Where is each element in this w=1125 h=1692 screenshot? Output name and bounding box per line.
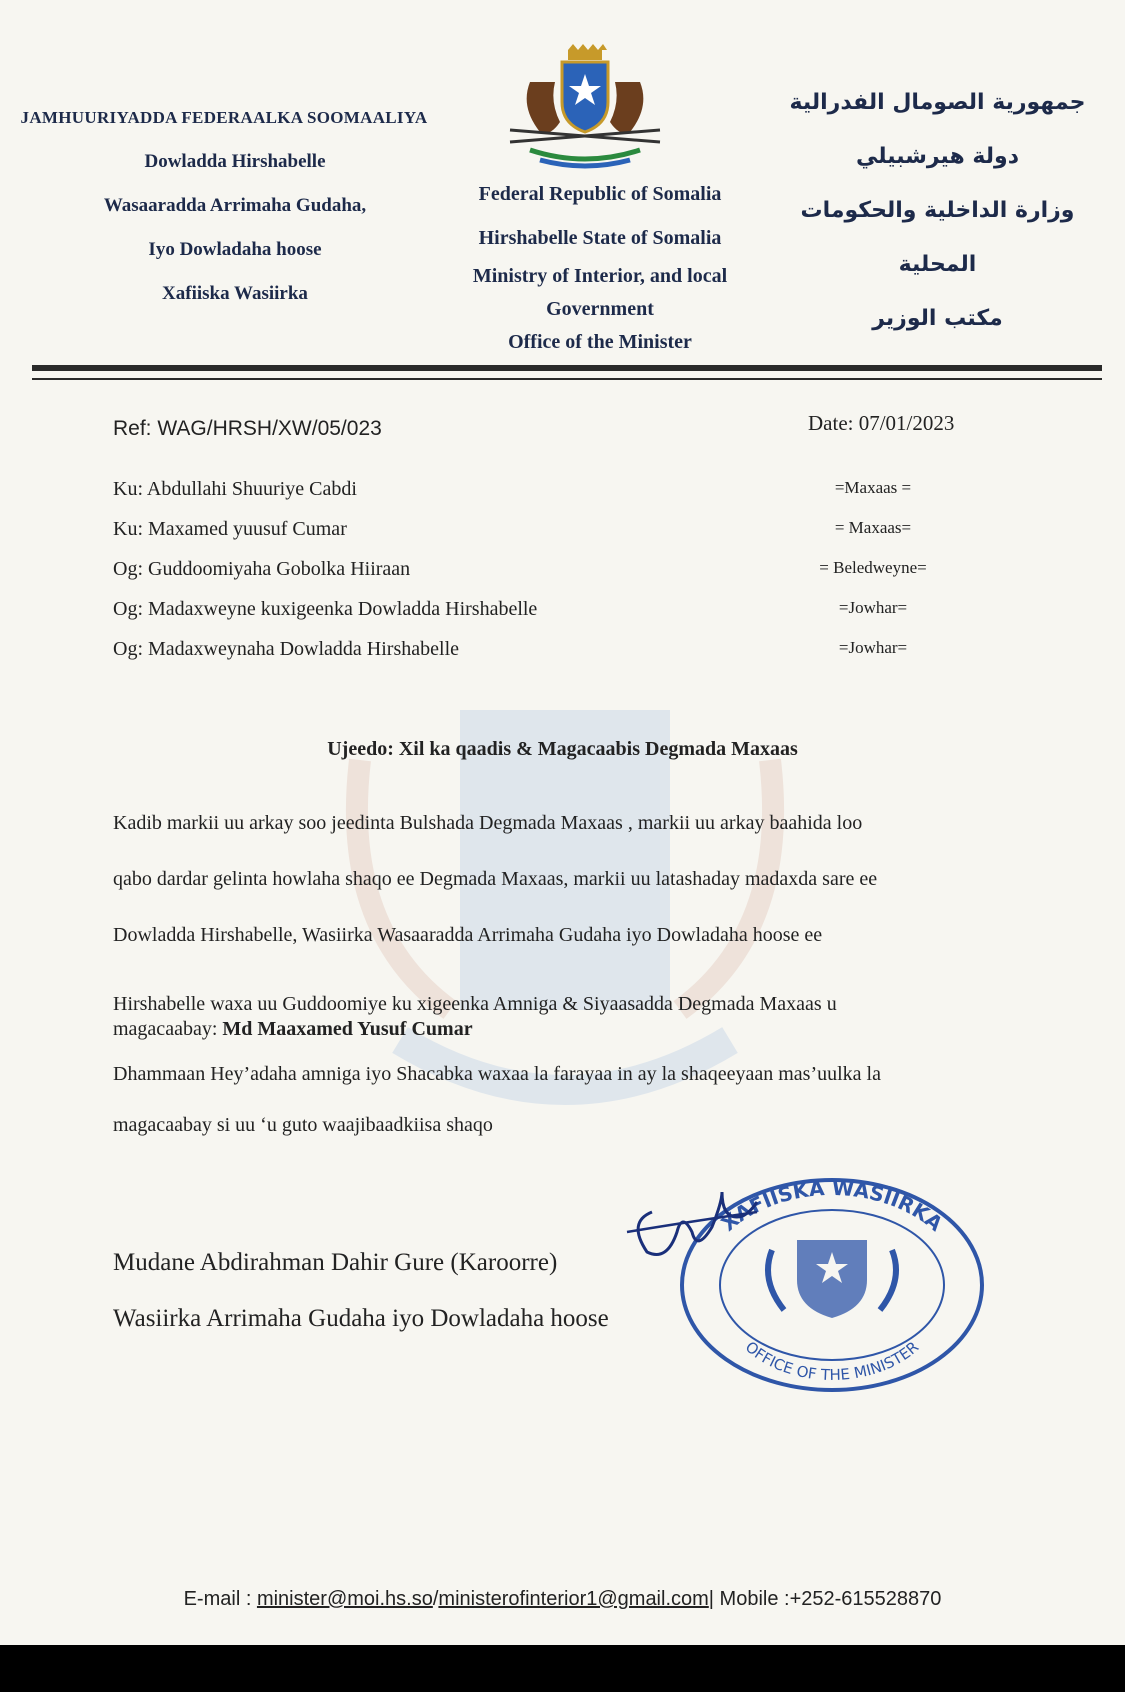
signatory-name: Mudane Abdirahman Dahir Gure (Karoorre) bbox=[113, 1249, 558, 1276]
header-divider bbox=[32, 365, 1102, 371]
footer-contacts bbox=[0, 1588, 1125, 1611]
body-line: Kadib markii uu arkay soo jeedinta Bulshada Degmada Maxaas , markii uu arkay baahida loo bbox=[113, 812, 863, 834]
footer-label: E-mail : bbox=[183, 1588, 257, 1610]
header-right-line: وزارة الداخلية والحكومات المحلية bbox=[800, 198, 1075, 277]
body-line: Hirshabelle waxa uu Guddoomiye ku xigeenka Amniga & Siyaasadda Degmada Maxaas u bbox=[113, 993, 837, 1015]
scan-border bbox=[0, 1645, 1125, 1692]
recipient-row bbox=[113, 478, 1013, 518]
body-line: qabo dardar gelinta howlaha shaqo ee Degmada Maxaas, markii uu latashaday madaxda sare ee bbox=[113, 868, 878, 890]
recipient-location: = Maxaas= bbox=[834, 518, 912, 537]
stamp-top-text: XAFIISKA WASIIRKA bbox=[716, 1175, 948, 1236]
header-right-line: دولة هيرشبيلي bbox=[856, 144, 1019, 169]
recipient-name: Ku: Maxamed yuusuf Cumar bbox=[113, 518, 347, 540]
footer-mobile: | Mobile :+252-615528870 bbox=[708, 1588, 942, 1610]
recipient-location: =Jowhar= bbox=[838, 638, 908, 657]
recipients-list bbox=[113, 478, 1013, 678]
header-left-line: Iyo Dowladaha hoose bbox=[148, 239, 322, 260]
body-line: Dowladda Hirshabelle, Wasiirka Wasaaradda Arrimaha Gudaha iyo Dowladaha hoose ee bbox=[113, 924, 823, 946]
recipient-row bbox=[113, 638, 1013, 678]
header-english bbox=[430, 172, 770, 359]
recipient-name: Og: Madaxweynaha Dowladda Hirshabelle bbox=[113, 638, 459, 660]
recipient-row bbox=[113, 598, 1013, 638]
header-right-line: جمهورية الصومال الفدرالية bbox=[789, 90, 1086, 115]
recipient-location: = Beledweyne= bbox=[819, 558, 927, 577]
body-line: Dhammaan Hey’adaha amniga iyo Shacabka waxaa la farayaa in ay la shaqeeyaan mas’uulka la bbox=[113, 1063, 881, 1085]
recipient-location: =Jowhar= bbox=[838, 598, 908, 617]
header-center-line: Ministry of Interior, and local bbox=[472, 265, 728, 287]
header-somali bbox=[0, 96, 470, 316]
recipient-row bbox=[113, 558, 1013, 598]
handwritten-signature bbox=[622, 1172, 762, 1262]
signatory-title: Wasiirka Arrimaha Gudaha iyo Dowladaha hoose bbox=[113, 1305, 609, 1332]
header-center-line: Government bbox=[546, 298, 654, 320]
stamp-bottom-text: OFFICE OF THE MINISTER bbox=[741, 1337, 923, 1385]
header-left-line: JAMHUURIYADDA FEDERAALKA SOOMAALIYA bbox=[20, 108, 428, 127]
header-center-line: Federal Republic of Somalia bbox=[478, 183, 722, 205]
letter-subject: Ujeedo: Xil ka qaadis & Magacaabis Degmada Maxaas bbox=[327, 738, 798, 760]
header-left-line: Dowladda Hirshabelle bbox=[144, 151, 326, 172]
header-arabic bbox=[760, 76, 1115, 346]
reference-number: Ref: WAG/HRSH/XW/05/023 bbox=[113, 417, 382, 440]
email-link-minister[interactable]: minister@moi.hs.so bbox=[256, 1588, 433, 1610]
letter-date: Date: 07/01/2023 bbox=[808, 411, 955, 435]
header-center-line: Hirshabelle State of Somalia bbox=[478, 227, 722, 249]
recipient-row bbox=[113, 518, 1013, 558]
recipient-location: =Maxaas = bbox=[834, 478, 912, 497]
header-divider-thin bbox=[32, 378, 1102, 380]
recipient-name: Og: Guddoomiyaha Gobolka Hiiraan bbox=[113, 558, 411, 580]
footer-separator: / bbox=[432, 1588, 439, 1610]
recipient-name: Ku: Abdullahi Shuuriye Cabdi bbox=[113, 478, 357, 500]
header-center-line: Office of the Minister bbox=[508, 331, 692, 353]
appointment-prefix: magacaabay: bbox=[113, 1018, 223, 1040]
appointment-line bbox=[113, 1018, 1013, 1041]
header-right-line: مكتب الوزير bbox=[872, 306, 1003, 331]
body-line: magacaabay si uu ‘u guto waajibaadkiisa shaqo bbox=[113, 1114, 493, 1136]
email-link-gmail[interactable]: ministerofinterior1@gmail.com bbox=[438, 1588, 709, 1610]
header-left-line: Xafiiska Wasiirka bbox=[162, 283, 308, 304]
somalia-coat-of-arms-icon bbox=[490, 42, 680, 172]
header-left-line: Wasaaradda Arrimaha Gudaha, bbox=[103, 195, 367, 216]
appointee-name: Md Maaxamed Yusuf Cumar bbox=[222, 1018, 473, 1040]
recipient-name: Og: Madaxweyne kuxigeenka Dowladda Hirshabelle bbox=[113, 598, 538, 620]
letter-body bbox=[113, 795, 1013, 1137]
signature-block bbox=[113, 1235, 609, 1347]
